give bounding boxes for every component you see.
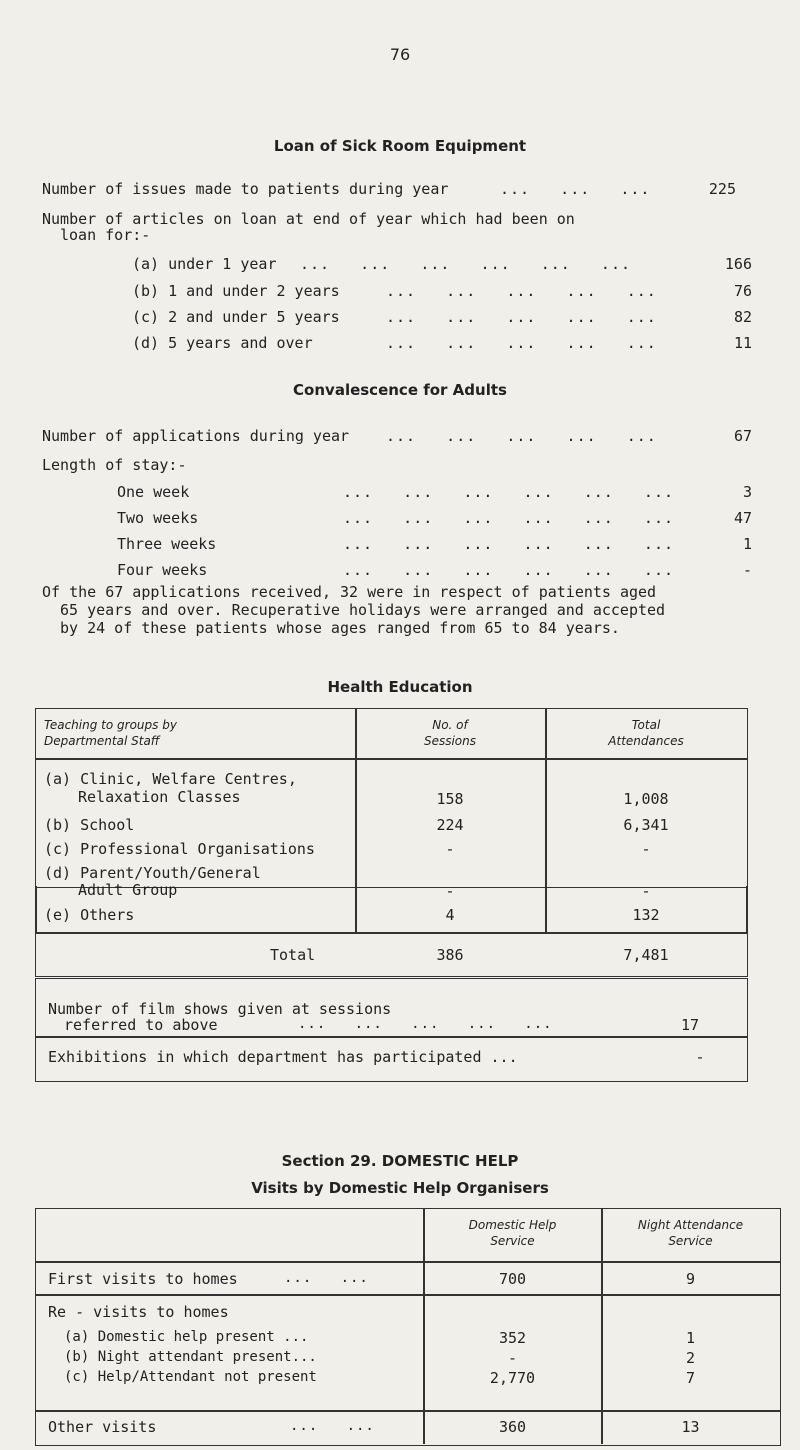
col-header: Total <box>631 718 661 732</box>
convalescence-title: Convalescence for Adults <box>293 381 507 399</box>
stay-label: Length of stay:- <box>42 456 187 474</box>
row-label: (c) Professional Organisations <box>44 840 315 858</box>
applications-label: Number of applications during year <box>42 427 350 445</box>
col-header: Attendances <box>608 734 684 748</box>
row-attendances: - <box>641 882 651 900</box>
total-attendances: 7,481 <box>623 946 669 964</box>
articles-label: Number of articles on loan at end of year which had been on <box>42 210 575 228</box>
stay-label-item: Four weeks <box>117 561 208 579</box>
issues-value: 225 <box>708 180 736 198</box>
leader-dots: ... ... ... ... ... ... <box>343 561 675 579</box>
revisit-dh: 2,770 <box>489 1369 536 1387</box>
row-label: (d) Parent/Youth/General <box>44 864 261 882</box>
film-label-cont: referred to above <box>64 1016 218 1034</box>
first-visits-na: 9 <box>685 1270 696 1288</box>
stay-label-item: One week <box>117 483 190 501</box>
row-sessions: 4 <box>445 906 455 924</box>
stay-label-item: Two weeks <box>117 509 199 527</box>
row-sessions: - <box>445 840 455 858</box>
row-sessions: 158 <box>436 790 464 808</box>
leader-dots: ... ... ... <box>500 180 651 198</box>
row-label: (a) Clinic, Welfare Centres, <box>44 770 297 788</box>
col-header: Service <box>490 1234 535 1248</box>
stay-value: 47 <box>733 509 752 527</box>
revisit-na: 1 <box>685 1329 696 1347</box>
row-label: Relaxation Classes <box>78 788 241 806</box>
row-attendances: 132 <box>632 906 660 924</box>
col-header: Service <box>668 1234 713 1248</box>
row-sessions: - <box>445 882 455 900</box>
leader-dots: ... ... ... ... ... <box>298 1016 553 1032</box>
col-header: Teaching to groups by <box>44 718 177 732</box>
articles-label-cont: loan for:- <box>60 226 151 244</box>
film-value: 17 <box>680 1016 700 1034</box>
exhibitions-label: Exhibitions in which department has participated ... <box>48 1048 518 1066</box>
row-label: (e) Others <box>44 906 135 924</box>
loan-item-label: (b) 1 and under 2 years <box>132 282 340 300</box>
domestic-section-title: Section 29. DOMESTIC HELP <box>281 1152 519 1170</box>
leader-dots: ... ... ... ... ... <box>386 282 657 300</box>
convalescence-note: by 24 of these patients whose ages ranged from 65 to 84 years. <box>60 619 620 637</box>
row-attendances: - <box>641 840 651 858</box>
leader-dots: ... ... ... ... ... ... <box>300 255 632 273</box>
loan-item-value: 166 <box>724 255 752 273</box>
convalescence-note: 65 years and over. Recuperative holidays were arranged and accepted <box>60 601 666 619</box>
col-header: Night Attendance <box>637 1218 744 1232</box>
leader-dots: ... ... ... ... ... <box>386 334 657 352</box>
loan-item-label: (c) 2 and under 5 years <box>132 308 340 326</box>
col-header: Sessions <box>423 734 477 748</box>
loan-section-title: Loan of Sick Room Equipment <box>273 137 527 155</box>
other-visits-na: 13 <box>681 1418 700 1436</box>
loan-item-label: (a) under 1 year <box>132 255 277 273</box>
leader-dots: ... ... ... ... ... ... <box>343 535 675 553</box>
revisit-dh: 352 <box>498 1329 527 1347</box>
col-header: No. of <box>432 718 468 732</box>
leader-dots: ... ... ... ... ... <box>386 308 657 326</box>
revisit-dh: - <box>507 1349 518 1367</box>
row-attendances: 6,341 <box>623 816 669 834</box>
stay-value: 3 <box>742 483 752 501</box>
row-label: Adult Group <box>78 881 178 899</box>
first-visits-dh: 700 <box>498 1270 527 1288</box>
issues-label: Number of issues made to patients during year <box>42 180 449 198</box>
revisit-na: 7 <box>685 1369 696 1387</box>
divider <box>35 1294 781 1296</box>
loan-item-value: 82 <box>733 308 752 326</box>
leader-dots: ... ... <box>290 1418 375 1434</box>
row-label: (b) School <box>44 816 135 834</box>
revisits-label: Re - visits to homes <box>48 1303 229 1321</box>
loan-item-label: (d) 5 years and over <box>132 334 313 352</box>
stay-value: 1 <box>742 535 752 553</box>
revisit-label: (b) Night attendant present... <box>64 1349 317 1365</box>
total-sessions: 386 <box>436 946 464 964</box>
domestic-subtitle: Visits by Domestic Help Organisers <box>251 1179 549 1197</box>
convalescence-note: Of the 67 applications received, 32 were in respect of patients aged <box>42 583 657 601</box>
leader-dots: ... ... ... ... ... ... <box>343 483 675 501</box>
loan-item-value: 11 <box>733 334 752 352</box>
divider <box>35 1036 748 1038</box>
film-label: Number of film shows given at sessions <box>48 1000 392 1018</box>
first-visits-label: First visits to homes <box>48 1270 238 1288</box>
revisit-na: 2 <box>685 1349 696 1367</box>
revisit-label: (a) Domestic help present ... <box>64 1329 309 1345</box>
col-header: Domestic Help <box>468 1218 557 1232</box>
leader-dots: ... ... <box>284 1270 369 1286</box>
total-label: Total <box>270 946 316 964</box>
col-header: Departmental Staff <box>44 734 160 748</box>
row-sessions: 224 <box>436 816 464 834</box>
divider <box>746 886 748 932</box>
stay-label-item: Three weeks <box>117 535 217 553</box>
stay-value: - <box>742 561 752 579</box>
page-number: 76 <box>389 45 411 64</box>
health-education-title: Health Education <box>327 678 473 696</box>
row-attendances: 1,008 <box>623 790 669 808</box>
loan-item-value: 76 <box>733 282 752 300</box>
divider <box>35 758 748 760</box>
applications-value: 67 <box>733 427 752 445</box>
exhibitions-value: - <box>695 1048 705 1066</box>
divider <box>35 1261 781 1263</box>
leader-dots: ... ... ... ... ... <box>386 427 657 445</box>
divider <box>35 1410 781 1412</box>
leader-dots: ... ... ... ... ... ... <box>343 509 675 527</box>
divider <box>35 886 37 932</box>
other-visits-dh: 360 <box>498 1418 527 1436</box>
revisit-label: (c) Help/Attendant not present <box>64 1369 317 1385</box>
other-visits-label: Other visits <box>48 1418 157 1436</box>
